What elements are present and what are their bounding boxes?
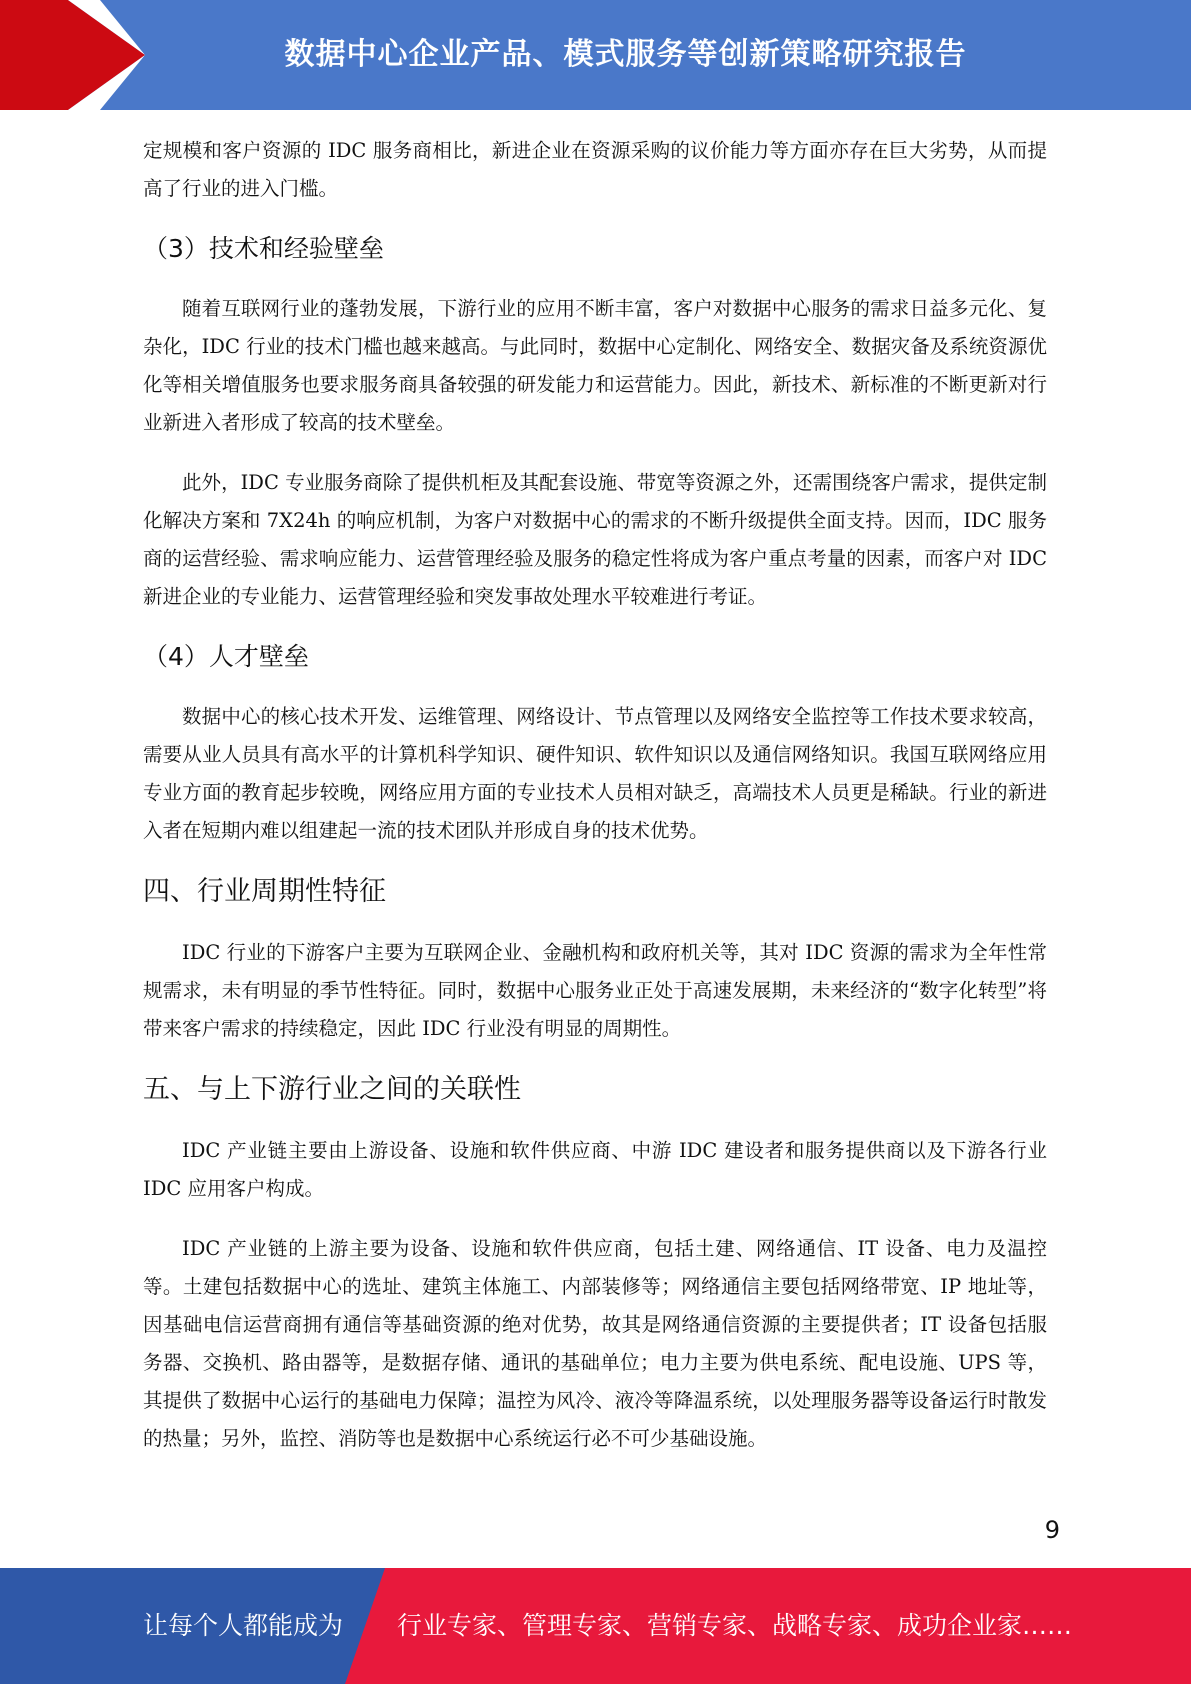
paragraph: 数据中心的核心技术开发、运维管理、网络设计、节点管理以及网络安全监控等工作技术要求较高，需要从业人员具有高水平的计算机科学知识、硬件知识、软件知识以及通信网络知识。我国互联网络应用专业方面的教育起步较晚，网络应用方面的专业技术人员相对缺乏，高端技术人员更是稀缺。行业的新进入者在短期内难以组建起一流的技术团队并形成自身的技术优势。 — [143, 705, 1047, 842]
footer-slogan-right: 行业专家、管理专家、营销专家、战略专家、成功企业家…… — [397, 1611, 1073, 1640]
paragraph: IDC 产业链的上游主要为设备、设施和软件供应商，包括土建、网络通信、IT 设备、电力及温控等。土建包括数据中心的选址、建筑主体施工、内部装修等；网络通信主要包括网络带宽、IP 地址等，因基础电信运营商拥有通信等基础资源的绝对优势，故其是网络通信资源的主要提供者；IT 设备包括服务器、交换机、路由器等，是数据存储、通讯的基础单位；电力主要为供电系统、配电设施、UPS 等，其提供了数据中心运行的基础电力保障；温控为风冷、液冷等降温系统，以处理服务器等设备运行时散发的热量；另外，监控、消防等也是数据中心系统运行必不可少基础设施。 — [143, 1237, 1047, 1450]
report-title: 数据中心企业产品、模式服务等创新策略研究报告 — [284, 37, 967, 72]
paragraph: 此外，IDC 专业服务商除了提供机柜及其配套设施、带宽等资源之外，还需围绕客户需求，提供定制化解决方案和 7X24h 的响应机制，为客户对数据中心的需求的不断升级提供全面支持。因而，IDC 服务商的运营经验、需求响应能力、运营管理经验及服务的稳定性将成为客户重点考量的因素，而客户对 IDC 新进企业的专业能力、运营管理经验和突发事故处理水平较难进行考证。 — [143, 471, 1047, 608]
paragraph: IDC 产业链主要由上游设备、设施和软件供应商、中游 IDC 建设者和服务提供商以及下游各行业 IDC 应用客户构成。 — [143, 1139, 1047, 1200]
subheading-technical-barrier: （3）技术和经验壁垒 — [143, 234, 384, 263]
footer-slogan-left: 让每个人都能成为 — [143, 1611, 344, 1640]
paragraph: 随着互联网行业的蓬勃发展，下游行业的应用不断丰富，客户对数据中心服务的需求日益多元化、复杂化，IDC 行业的技术门槛也越来越高。与此同时，数据中心定制化、网络安全、数据灾备及系统资源优化等相关增值服务也要求服务商具备较强的研发能力和运营能力。因此，新技术、新标准的不断更新对行业新进入者形成了较高的技术壁垒。 — [143, 297, 1047, 434]
paragraph: IDC 行业的下游客户主要为互联网企业、金融机构和政府机关等，其对 IDC 资源的需求为全年性常规需求，未有明显的季节性特征。同时，数据中心服务业正处于高速发展期，未来经济的“数字化转型”将带来客户需求的持续稳定，因此 IDC 行业没有明显的周期性。 — [143, 941, 1047, 1040]
section-heading-upstream-downstream: 五、与上下游行业之间的关联性 — [143, 1074, 521, 1105]
section-heading-cyclicality: 四、行业周期性特征 — [143, 876, 386, 907]
page-number: 9 — [1044, 1516, 1060, 1544]
page-footer — [0, 1568, 1191, 1684]
page-header — [0, 0, 1191, 110]
paragraph: 定规模和客户资源的 IDC 服务商相比，新进企业在资源采购的议价能力等方面亦存在巨大劣势，从而提高了行业的进入门槛。 — [143, 139, 1047, 200]
subheading-talent-barrier: （4）人才壁垒 — [143, 642, 309, 671]
document-body — [143, 132, 1047, 1480]
